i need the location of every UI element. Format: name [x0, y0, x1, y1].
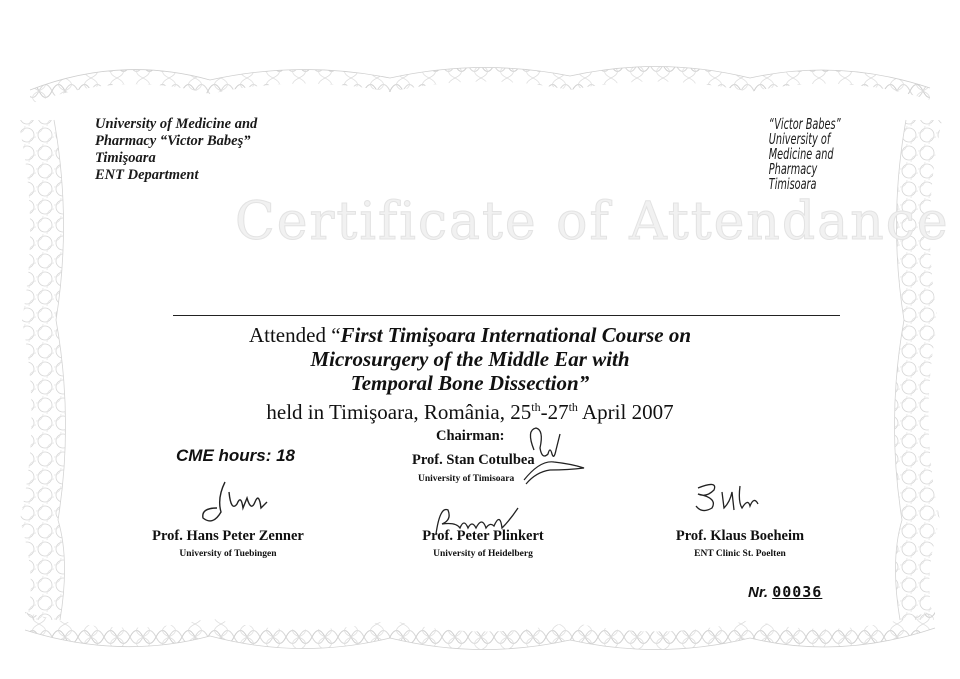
- cme-hours: CME hours: 18: [176, 446, 296, 465]
- course-title-line-2: Microsurgery of the Middle Ear with: [310, 347, 630, 371]
- signatory-zenner: [128, 528, 328, 559]
- serial-number: [748, 583, 822, 601]
- course-title-line-1: First Timişoara International Course on: [340, 323, 692, 347]
- signatory-name: Prof. Peter Plinkert: [422, 528, 544, 544]
- chairman-signature: [520, 420, 590, 490]
- watermark-title: Certificate of Attendance: [235, 192, 950, 252]
- zenner-signature: [195, 478, 285, 528]
- serial-value: 00036: [772, 583, 823, 601]
- signatory-affiliation: University of Tuebingen: [179, 549, 277, 559]
- course-title-line-3: Temporal Bone Dissection”: [350, 371, 590, 395]
- chairman-affiliation: University of Timisoara: [418, 474, 515, 484]
- chairman-name: Prof. Stan Cotulbea: [412, 452, 535, 468]
- issuer-right-line: University of: [768, 130, 831, 148]
- signatory-plinkert: [393, 528, 573, 559]
- boeheim-signature: [688, 478, 768, 518]
- held-suffix: April 2007: [577, 400, 674, 424]
- issuer-right: [769, 117, 848, 192]
- issuer-right-line: Pharmacy: [768, 160, 818, 178]
- day-start-suffix: th: [531, 400, 541, 414]
- issuer-left-line: Pharmacy “Victor Babeş”: [95, 133, 251, 149]
- issuer-left-line: Timişoara: [95, 150, 156, 166]
- issuer-right-line: Medicine and: [768, 145, 834, 163]
- attended-text: Attended “: [248, 323, 341, 347]
- chairman-label: Chairman:: [436, 428, 505, 444]
- held-prefix: held in Timişoara, România, 25: [266, 400, 532, 424]
- signatory-name: Prof. Klaus Boeheim: [675, 528, 805, 544]
- day-end-suffix: th: [568, 400, 578, 414]
- date-dash: -27: [540, 400, 569, 424]
- course-statement: [170, 323, 770, 424]
- course-line-1: [170, 323, 770, 347]
- issuer-left-line: University of Medicine and: [95, 116, 258, 132]
- held-line: [170, 395, 770, 424]
- issuer-right-line: Timisoara: [768, 175, 817, 193]
- horizontal-rule: [173, 315, 840, 316]
- serial-label: Nr.: [748, 584, 769, 601]
- issuer-left-line: ENT Department: [95, 167, 199, 183]
- issuer-left: [95, 116, 257, 184]
- signatory-boeheim: [640, 528, 840, 559]
- signatory-name: Prof. Hans Peter Zenner: [152, 528, 304, 544]
- signatory-affiliation: ENT Clinic St. Poelten: [694, 549, 786, 559]
- issuer-right-line: “Victor Babes”: [768, 115, 841, 133]
- signatory-affiliation: University of Heidelberg: [433, 549, 533, 559]
